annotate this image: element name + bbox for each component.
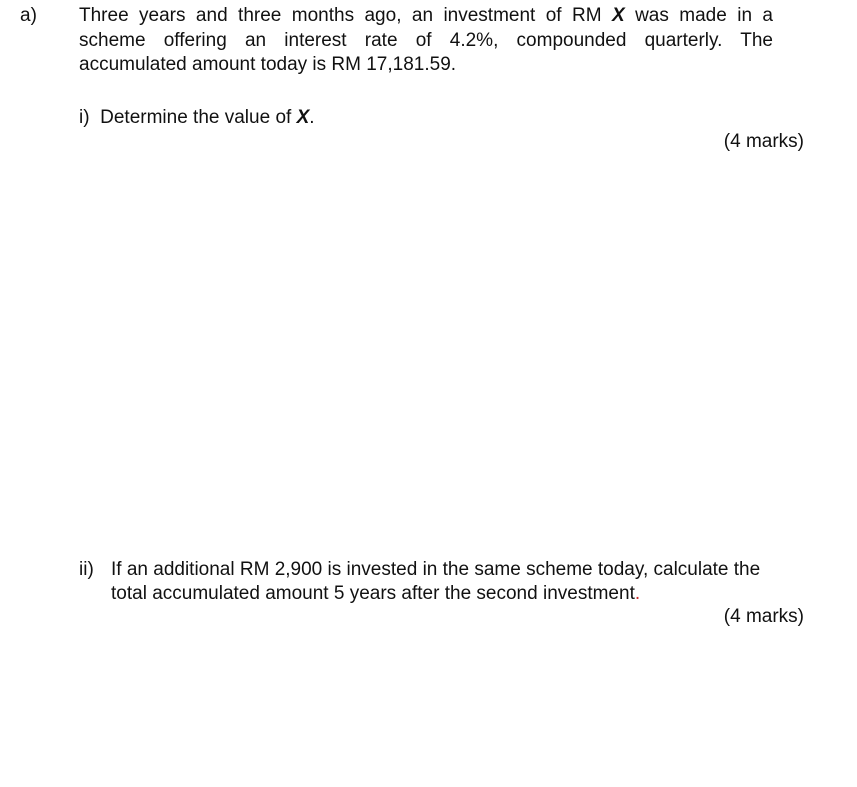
intro-line-2 xyxy=(79,29,773,54)
intro-text: accumulated amount today is RM 17,181.59. xyxy=(79,54,457,75)
question-label: a) xyxy=(20,5,37,26)
part-ii-number: ii) xyxy=(79,559,94,580)
part-i-text: Determine the value of xyxy=(100,107,297,128)
part-ii-line-1: If an additional RM 2,900 is invested in the same scheme today, calculate the xyxy=(111,559,761,580)
part-ii-marks: (4 marks) xyxy=(723,606,804,627)
part-i xyxy=(79,106,315,130)
part-ii-line-2-text: total accumulated amount 5 years after the second investment xyxy=(111,583,635,604)
intro-text: was made in a xyxy=(624,5,773,26)
part-i-marks: (4 marks) xyxy=(723,131,804,152)
part-i-number: i) xyxy=(79,107,90,128)
variable-x: X xyxy=(611,5,625,26)
intro-line-1 xyxy=(79,4,773,29)
intro-text: Three years and three months ago, an investment of RM xyxy=(79,5,612,26)
variable-x: X xyxy=(296,107,310,128)
intro-text: scheme offering an interest rate of 4.2%, compounded quarterly. The xyxy=(79,29,773,51)
intro-line-3 xyxy=(79,53,773,78)
part-ii-line-2 xyxy=(111,582,791,606)
part-i-period: . xyxy=(309,107,315,128)
part-ii-period: . xyxy=(634,583,641,604)
part-ii-text xyxy=(111,558,791,606)
question-intro xyxy=(79,4,773,78)
